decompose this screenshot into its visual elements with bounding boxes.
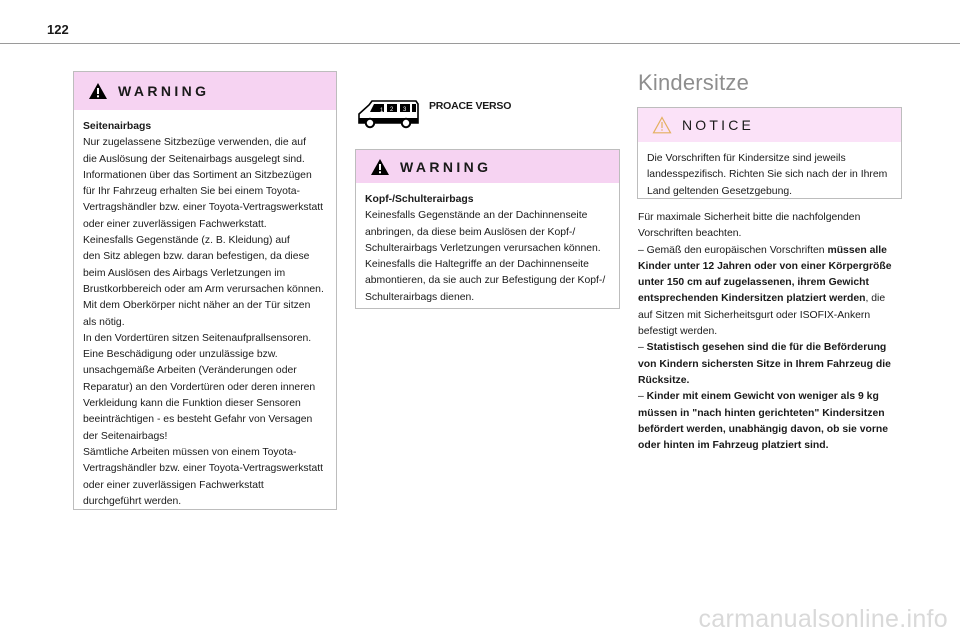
- text-line: oder einer zuverlässigen Fachwerkstatt.: [83, 218, 267, 230]
- warning-body: [356, 183, 619, 306]
- warning-title: WARNING: [118, 83, 210, 99]
- warning-header: [74, 72, 336, 110]
- text-line: Keinesfalls Gegenstände an der Dachinnenseite: [365, 210, 588, 222]
- section-title: Kindersitze: [638, 70, 750, 95]
- text-line: als nötig.: [83, 316, 125, 328]
- vehicle-model: PROACE VERSO: [429, 100, 512, 112]
- text-line: Land geltenden Gesetzgebung.: [647, 185, 793, 197]
- svg-text:1: 1: [380, 108, 384, 114]
- watermark: carmanualsonline.info: [698, 605, 948, 633]
- warning-text: [83, 135, 327, 510]
- warning-body: [74, 110, 336, 510]
- rule-item-2: – Statistisch gesehen sind die für die Beförderung: [638, 342, 887, 354]
- notice-header: [638, 108, 901, 142]
- text-line: der Seitenairbags!: [83, 430, 168, 442]
- notice-body: [638, 142, 901, 200]
- text-line: die Auslösung der Seitenairbags ausgelegt sind.: [83, 153, 305, 165]
- text-line: für Ihr Fahrzeug erhalten Sie bei einem Toyota-: [83, 186, 300, 198]
- text-line: Informationen über das Sortiment an Sitzbezügen: [83, 169, 312, 181]
- notice-text: [647, 151, 892, 200]
- warning-box-head-airbags: [355, 149, 620, 309]
- text-line: In den Vordertüren sitzen Seitenaufprallsensoren.: [83, 332, 312, 344]
- text-line: Reparatur) an den Vordertüren oder deren inneren: [83, 381, 316, 393]
- intro-line: Für maximale Sicherheit bitte die nachfolgenden: [638, 212, 861, 223]
- rule-item-1: – Gemäß den europäischen Vorschriften müssen alle: [638, 244, 887, 256]
- page-number: 122: [47, 22, 69, 37]
- text-line: Brustkorbbereich oder am Arm verursachen können.: [83, 283, 324, 295]
- text-line: Vertragshändler bzw. einer Toyota-Vertragswerkstatt: [83, 202, 324, 214]
- svg-text:3: 3: [403, 107, 407, 113]
- text-line: Keinesfalls Gegenstände (z. B. Kleidung) auf: [83, 235, 290, 247]
- notice-title: NOTICE: [682, 117, 755, 133]
- text-line: Eine Beschädigung oder unzulässige bzw.: [83, 349, 278, 361]
- text-line: Nur zugelassene Sitzbezüge verwenden, die auf: [83, 137, 306, 149]
- header-divider: [0, 43, 960, 44]
- child-seat-rules: Für maximale Sicherheit bitte die nachfolgenden Vorschriften beachten. – Gemäß den europäischen Vorschriften müssen alle Kinder unter 12 Jahren oder von einer Körpergröße unter 150 cm auf zugelassenen, ihrem Gewicht entsprechenden Kindersitzen platziert werden, die auf Sitzen mit Sicherheitsgurt oder ISOFIX-Ankern befestigt werden. – Statistisch gesehen sind die für die Beförderung von Kindern sichersten Sitze in Ihrem Fahrzeug die Rücksitze. – Kinder mit einem Gewicht von weniger als 9 kg müssen in "nach hinten gerichteten" Kindersitzen befördert werden, unabhängig davon, ob sie vorne oder hinten im Fahrzeug platziert sind.: [638, 210, 906, 454]
- text-line: Mit dem Oberkörper nicht näher an der Tür sitzen: [83, 300, 311, 312]
- text-line: Schulterairbags dienen.: [365, 291, 475, 303]
- intro-line: Vorschriften beachten.: [638, 228, 742, 240]
- warning-box-side-airbags: [73, 71, 337, 510]
- text-line: Die Vorschriften für Kindersitze sind jeweils: [647, 153, 846, 164]
- warning-triangle-icon: [370, 158, 390, 176]
- text-line: unsachgemäße Arbeiten (Veränderungen oder: [83, 365, 297, 377]
- vehicle-tag: [356, 96, 511, 135]
- van-icon: [356, 96, 421, 135]
- text-line: oder einer zuverlässigen Fachwerkstatt: [83, 479, 264, 491]
- text-line: den Sitz ablegen bzw. daran befestigen, da diese: [83, 251, 310, 263]
- text-line: Vertragshändler bzw. einer Toyota-Vertragswerkstatt: [83, 463, 324, 475]
- warning-title: WARNING: [400, 158, 492, 175]
- svg-text:2: 2: [390, 107, 394, 113]
- text-line: Verkleidung kann die Funktion dieser Sensoren: [83, 398, 301, 410]
- warning-triangle-icon: [88, 82, 108, 100]
- text-line: landesspezifisch. Richten Sie sich nach der in Ihrem: [647, 169, 888, 181]
- warning-heading: Kopf-/Schulterairbags: [365, 194, 474, 205]
- warning-text: [365, 208, 610, 306]
- rule-item-3: – Kinder mit einem Gewicht von weniger als 9 kg: [638, 391, 879, 403]
- text-line: abmontieren, da sie auch zur Befestigung der Kopf-/: [365, 275, 606, 287]
- text-line: Keinesfalls die Haltegriffe an der Dachinnenseite: [365, 259, 589, 271]
- text-line: beim Auslösen des Airbags Verletzungen im: [83, 267, 286, 279]
- notice-triangle-icon: [652, 116, 672, 134]
- text-line: Schulterairbags Verletzungen verursachen können.: [365, 242, 601, 254]
- notice-box: [637, 107, 902, 199]
- warning-header: [356, 150, 619, 183]
- text-line: Sämtliche Arbeiten müssen von einem Toyota-: [83, 446, 297, 458]
- warning-heading: Seitenairbags: [83, 121, 152, 132]
- text-line: beeinträchtigen - es besteht Gefahr von Versagen: [83, 414, 313, 426]
- text-line: durchgeführt werden.: [83, 495, 182, 507]
- text-line: anbringen, da diese beim Auslösen der Kopf-/: [365, 226, 576, 238]
